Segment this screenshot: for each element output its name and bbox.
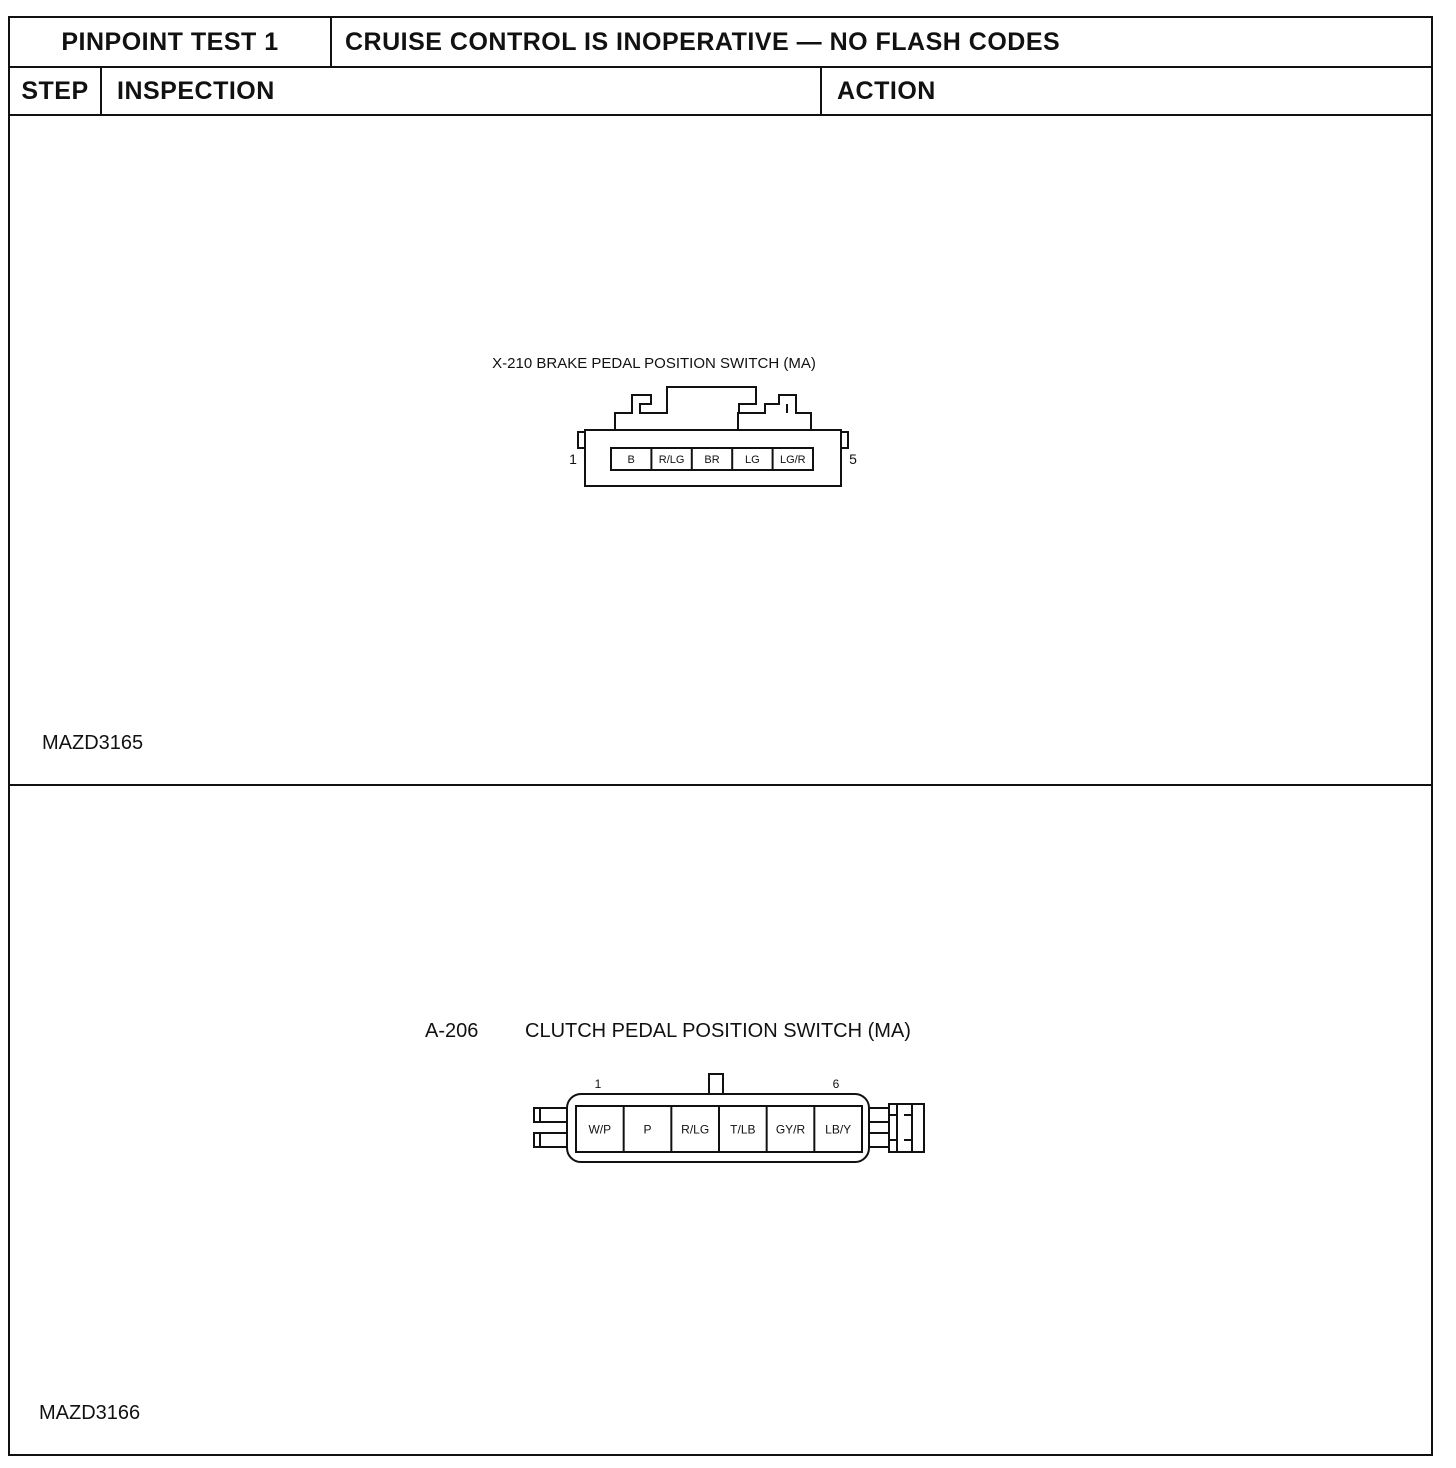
brake-connector-title: X-210 BRAKE PEDAL POSITION SWITCH (MA) — [492, 355, 816, 372]
clutch-pin-label: GY/R — [775, 1122, 806, 1137]
col-inspection-label: INSPECTION — [117, 76, 275, 105]
col-action-label: ACTION — [837, 76, 936, 105]
brake-pin-cells — [628, 448, 806, 470]
clutch-pin-label: P — [643, 1122, 652, 1137]
clutch-pin-label: W/P — [588, 1122, 612, 1137]
clutch-pin-label: R/LG — [681, 1122, 710, 1137]
brake-right-tab — [841, 432, 848, 448]
clutch-connector-diagram — [425, 1020, 924, 1162]
clutch-pin-last-label: 6 — [832, 1077, 840, 1091]
brake-connector-diagram — [492, 355, 857, 486]
figure-code-clutch: MAZD3166 — [39, 1402, 141, 1424]
test-title: CRUISE CONTROL IS INOPERATIVE — NO FLASH CODES — [345, 27, 1061, 56]
clutch-left-lug-lower — [534, 1133, 567, 1147]
brake-pin-label: LG/R — [779, 453, 806, 466]
clutch-right-lug-upper — [869, 1108, 889, 1122]
brake-pin-label: BR — [704, 453, 720, 466]
clutch-right-lug-lower — [869, 1133, 889, 1147]
brake-pin-first-label: 1 — [569, 451, 577, 467]
clutch-pin-label: T/LB — [730, 1122, 756, 1137]
clutch-pin-cells — [588, 1106, 851, 1152]
test-label: PINPOINT TEST 1 — [61, 27, 279, 56]
brake-pin-label: LG — [745, 453, 760, 466]
clutch-right-latch — [889, 1104, 924, 1152]
clutch-pin-label: LB/Y — [825, 1122, 852, 1137]
clutch-top-key — [709, 1074, 723, 1094]
clutch-connector-title: CLUTCH PEDAL POSITION SWITCH (MA) — [525, 1020, 911, 1042]
brake-left-tab — [578, 432, 585, 448]
brake-pin-last-label: 5 — [849, 451, 857, 467]
col-step-label: STEP — [21, 76, 89, 105]
clutch-left-lug-upper — [534, 1108, 567, 1122]
brake-pin-label: B — [627, 453, 635, 466]
figure-code-brake: MAZD3165 — [42, 732, 144, 754]
brake-top-latch-right — [738, 395, 811, 430]
clutch-connector-id: A-206 — [425, 1020, 479, 1042]
brake-top-latch-left — [615, 387, 756, 430]
clutch-pin-first-label: 1 — [594, 1077, 602, 1091]
brake-pin-label: R/LG — [658, 453, 685, 466]
